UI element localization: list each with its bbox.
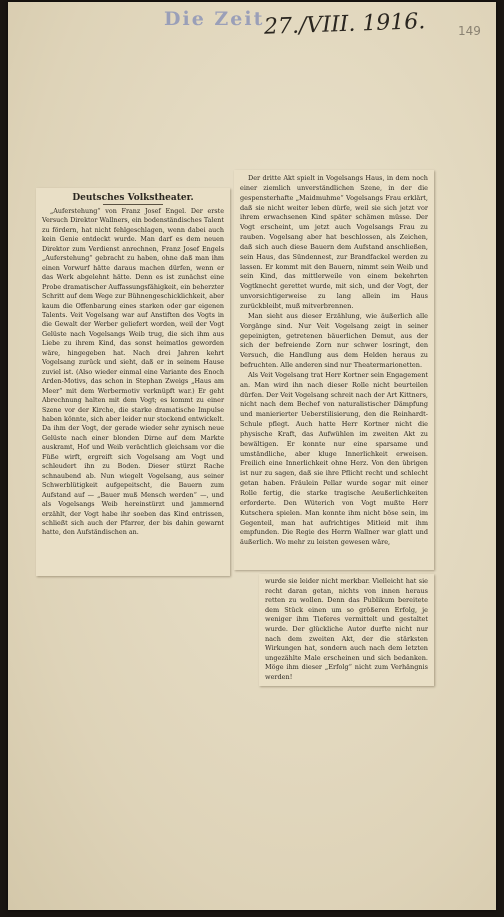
article-paragraph-act-three: Der dritte Akt spielt in Vogelsangs Haus, in dem noch einer ziemlich unverständlichen Szene, in der die gespensterhafte „Maidmuhme“ Vogelsangs Frau erklärt, daß sie nicht weiter leben dürfe, weil sie sich jetzt vor ihrem erwachsenen Kind später schämen müsse. Der Vogt erscheint, um jetzt auch Vogelsangs Frau zu rauben. Vogelsang aber hat beschlossen, als Zeichen, daß sich auch diese Bauern dem Aufstand anschließen, sein Haus, das Sündennest, zur Brandfackel werden zu lassen. Er kommt mit den Bauern, nimmt sein Weib und sein Kind, das mittlerweile von einem bekehrten Vogtknecht gerettet wurde, mit sich, und der Vogt, der unvorsichtigerweise zu lang allein im Haus zurückbleibt, muß mitverbrennen. — [240, 174, 428, 310]
page-number: 149 — [458, 24, 481, 38]
article-body-part-1: „Auferstehung“ von Franz Josef Engel. Der erste Versuch Direktor Wallners, ein bodenständisches Talent zu fördern, hat nicht fehlgeschlagen, wenn dabei auch kein Genie entdeckt wurde. Man darf es dem neuen Direktor zum Verdienst anrechnen, Franz Josef Engels „Auferstehung“ gebracht zu haben, ohne daß man ihm einen Vorwurf hätte daraus machen dürfen, wenn er das Werk abgelehnt hätte. Denn es ist zunächst eine Probe dramatischer Auffassungsfähigkeit, ein beherzter Schritt auf dem Wege zur Bühnengeschicklichkeit, aber kaum die Offenbarung eines starken oder gar eigenen Talents. Veit Vogelsang war auf Anstiften des Vogts in die Gewalt der Werber geliefert worden, weil der Vogt Gelüste nach Vogelsangs Weib trug, die sich ihm aus Liebe zu ihrem Kind, das sonst heimatlos geworden wäre, hingegeben hat. Nach drei Jahren kehrt Vogelsang zurück und sieht, daß er in seinem Hause zuviel ist. (Also wieder einmal eine Variante des Enoch Arden-Motivs, das schon in Stephan Zweigs „Haus am Meer“ mit dem Werbermotiv verknüpft war.) Er geht Abrechnung halten mit dem Vogt; es kommt zu einer Szene vor der Kirche, die starke dramatische Impulse haben könnte, sich aber leider nur stockend entwickelt. Da ihm der Vogt, der gerade wieder sehr zynisch neue Gelüste nach einer blonden Dirne auf dem Markte auskramt, Hof und Weib verächtlich gleichsam vor die Füße wirft, ergreift sich Vogelsang am Vogt und schleudert ihn zu Boden. Dieser stürzt Rache schnaubend ab. Nun wiegelt Vogelsang, aus seiner Schwerblütigkeit aufgepeitscht, die Bauern zum Aufstand auf — „Bauer muß Mensch werden“ —, und als Vogelsangs Weib hereinstürzt und jammernd erzählt, der Vogt habe ihr soeben das Kind entrissen, schließt sich auch der Pfarrer, der bis dahin gewarnt hatte, den Aufständischen an. — [42, 207, 224, 537]
clipping-review-part-1 — [36, 188, 230, 576]
clipping-review-part-3 — [259, 574, 434, 686]
article-paragraph-cast: Als Veit Vogelsang trat Herr Kortner sein Engagement an. Man wird ihn nach dieser Rolle nicht beurteilen dürfen. Der Veit Vogelsang schreit nach der Art Kittners, nicht nach dem Bechef von naturalistischer Dämpfung und manierierter Ueberstilisierung, den die Reinhardt-Schule pflegt. Auch hatte Herr Kortner nicht die physische Kraft, das Aufwühlen im zweiten Akt zu bewältigen. Er konnte nur eine sparsame und umständliche, aber kluge Innerlichkeit erweisen. Freilich eine Innerlichkeit ohne Herz. Von den übrigen ist nur zu sagen, daß sie ihre Pflicht recht und schlecht getan haben. Fräulein Pellar wurde sogar mit einer Rolle fertig, die starke tragische Aeußerlichkeiten erforderte. Den Wüterich von Vogt mußte Herr Kutschera spielen. Man konnte ihm nicht böse sein, im Gegenteil, man hat aufrichtiges Mitleid mit ihm empfunden. Die Regie des Herrn Wallner war glatt und äußerlich. Wo mehr zu leisten gewesen wäre, — [240, 370, 428, 547]
article-headline: Deutsches Volkstheater. — [72, 193, 194, 203]
headline-rule — [103, 204, 163, 205]
clipping-review-part-2 — [234, 170, 434, 570]
article-paragraph-summary: Man sieht aus dieser Erzählung, wie äußerlich alle Vorgänge sind. Nur Veit Vogelsang zeigt in seiner gepeinigten, getretenen bäuerlichen Demut, aus der sich der befreiende Zorn nur schwer losringt, den Versuch, die Handlung aus dem Helden heraus zu befruchten. Alle anderen sind nur Theatermarionetten. — [240, 311, 428, 370]
handwritten-date: 27./VIII. 1916. — [263, 9, 426, 40]
masthead-stamp: Die Zeit — [164, 8, 265, 30]
article-paragraph-conclusion: wurde sie leider nicht merkbar. Vielleicht hat sie recht daran getan, nichts von innen heraus retten zu wollen. Denn das Publikum bereitete dem Stück einen um so größeren Erfolg, je weniger ihm Tieferes vermittelt und gestaltet wurde. Der glückliche Autor durfte nicht nur nach dem zweiten Akt, der die stärksten Wirkungen hat, sondern auch nach dem letzten ungezählte Male erscheinen und sich bedanken. Möge ihm dieser „Erfolg“ nicht zum Verhängnis werden! — [265, 577, 428, 681]
